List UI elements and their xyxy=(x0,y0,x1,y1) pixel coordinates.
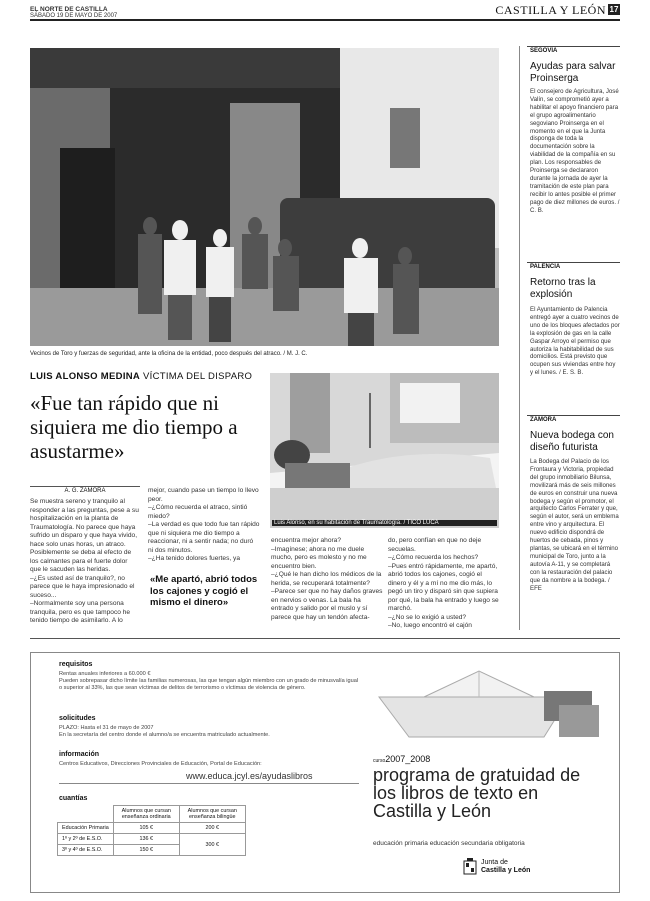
sidebar-divider xyxy=(519,46,520,630)
course-label xyxy=(373,754,430,764)
article-column-2: mejor, cuando pase un tiempo lo llevo peor. –¿Cómo recuerda el atraco, sintió miedo? –La verdad es que todo fue tan rápido que ni siquiera me dio tiempo a reaccionar, ni a sentir nada; no duró ni dos minutos. –¿Ha tenido dolores fuertes, ya xyxy=(148,487,260,562)
junta-line-2: Castilla y León xyxy=(481,867,531,874)
informacion-text: Centros Educativos, Direcciones Provinciales de Educación, Portal de Educación: xyxy=(59,761,262,767)
sidebar-text-segovia: El consejero de Agricultura, José Valín, se comprometió ayer a habilitar el apoyo financiero para el grupo agroalimentario segoviano Proinserga en el momento en el que la Junta disponga de toda la documentación sobre la viabilidad de la compañía en su plan. Los responsables de Proinserga se declararon durante la jornada de ayer la tramitación de este plan para recibir lo antes posible el primer pago de diez millones de euros. xyxy=(530,88,619,206)
sidebar-headline-zamora: Nueva bodega con diseño futurista xyxy=(530,430,614,453)
sidebar-headline-palencia: Retorno tras la explosión xyxy=(530,277,596,300)
bank-scene-image xyxy=(30,48,499,346)
program-title: programa de gratuidad de los libros de texto en Castilla y León xyxy=(373,765,581,821)
hospital-caption-credit: / TICO LUCA xyxy=(403,520,439,526)
advertisement xyxy=(30,652,620,893)
issue-date: SÁBADO 19 DE MAYO DE 2007 xyxy=(30,13,118,19)
sidebar-credit-segovia: / C. B. xyxy=(530,198,620,214)
caption-text: Vecinos de Toro y fuerzas de seguridad, ante la oficina de la entidad, poco después del atraco. xyxy=(30,351,282,357)
pull-quote: «Me apartó, abrió todos los cajones y cogió el mismo el dinero» xyxy=(150,574,258,608)
hospital-room-image xyxy=(270,373,499,528)
table-header-row xyxy=(58,806,246,823)
table-cell: 136 € xyxy=(113,834,179,845)
sidebar-tag-zamora: ZAMORA xyxy=(530,417,557,423)
table-row xyxy=(58,834,246,845)
table-cell: 105 € xyxy=(113,823,179,834)
page-bottom-rule xyxy=(30,638,620,639)
article-headline: «Fue tan rápido que ni siquiera me dio tiempo a asustarme» xyxy=(30,391,238,463)
sidebar-text-zamora: La Bodega del Palacio de los Frontaura y Victoria, propiedad del grupo inmobiliario Bilunsa, movilizará más de seis millones de euros en construir una nueva bodega y según el promotor, el arquitecto Carlos Ferrater y que, según el autor, será un emblema entre vino y arquitectura. El nuevo edificio dispondrá de huertos de cebada, pinos y plantas, se ubicará en el término municipal de Toro, junto a la autovía A-11, y se completará con la restauración del palacio que da nombre a la bodega. xyxy=(530,458,619,584)
sidebar-rule-2 xyxy=(527,262,620,263)
requisitos-label: requisitos xyxy=(59,661,93,668)
table-cell: 150 € xyxy=(113,845,179,856)
sidebar-body-segovia xyxy=(530,88,620,215)
solicitudes-text: PLAZO: Hasta el 31 de mayo de 2007 En la secretaría del centro donde el alumno/a se encuentra matriculado actualmente. xyxy=(59,725,270,738)
sidebar-body-zamora xyxy=(530,458,620,592)
sidebar-body-palencia xyxy=(530,306,620,377)
table-cell: 1º y 2º de E.S.O. xyxy=(58,834,114,845)
masthead xyxy=(30,6,117,20)
table-row xyxy=(58,823,246,834)
kicker-role: VÍCTIMA DEL DISPARO xyxy=(143,371,253,382)
table-cell: 3º y 4º de E.S.O. xyxy=(58,845,114,856)
table-header xyxy=(58,806,114,823)
page-number: 17 xyxy=(609,5,619,14)
caption-credit: / M. J. C. xyxy=(283,351,308,357)
junta-line-1: Junta de xyxy=(481,859,508,866)
url-link[interactable]: www.educa.jcyl.es/ayudaslibros xyxy=(186,771,313,781)
cuantias-table xyxy=(57,805,246,856)
article-kicker xyxy=(30,371,270,382)
hospital-caption-text: Luis Alonso, en su habitación de Traumatología. xyxy=(274,520,402,526)
kicker-name: LUIS ALONSO MEDINA xyxy=(30,371,141,382)
sidebar-tag-segovia: SEGOVIA xyxy=(530,48,558,54)
article-column-4: do, pero confían en que no deje secuelas. –¿Cómo recuerda los hechos? –Pues entró rápidamente, me apartó, abrió todos los cajones, cogió el dinero y él y a mí no me dio más, lo pegó un tiro y disparó sin que supiera por qué, la bala ha entrado y luego se marchó. –¿No se lo exigió a usted? –No, luego encontró el cajón xyxy=(388,537,499,629)
sidebar-headline-segovia: Ayudas para salvar Proinserga xyxy=(530,61,616,84)
course-prefix: curso xyxy=(373,758,386,764)
paper-boat-illustration xyxy=(369,667,599,757)
table-header: Alumnos que cursan enseñanza ordinaria xyxy=(113,806,179,823)
table-cell: Educación Primaria xyxy=(58,823,114,834)
table-cell: 200 € xyxy=(179,823,245,834)
byline: A. G. ZAMORA xyxy=(64,488,106,494)
program-subtitle: educación primaria educación secundaria obligatoria xyxy=(373,840,525,847)
sidebar-rule-3 xyxy=(527,415,620,416)
hospital-photo-caption xyxy=(272,520,497,526)
sidebar-text-palencia: El Ayuntamiento de Palencia entregó ayer a cuatro vecinos de uno de los bloques afectados por la explosión de gas en la calle Gaspar Arroyo el permiso que autoriza la habitabilidad de sus domicilios. Está previsto que ocupen sus viviendas entre hoy y el lunes. xyxy=(530,306,620,377)
cuantias-label: cuantías xyxy=(59,795,88,802)
requisitos-text: Rentas anuales inferiores a 60.000 € Pueden sobrepasar dicho límite las familias numerosas, las que tengan algún miembro con un grado de minusvalía igual o superior al 33%, las que sean víctimas de delitos de terrorismo o víctimas de violencia de género. xyxy=(59,671,359,691)
info-rule xyxy=(59,783,359,784)
article-column-1: Se muestra sereno y tranquilo al responder a las preguntas, pese a su hospitalización en la planta de Traumatología. No parece que haya sufrido un disparo y que haya vivido, hace solo unas horas, un atraco. Posiblemente se deba al efecto de los calmantes para el fuerte dolor que le sacuden las heridas. –¿Es usted así de tranquilo?, no parece que le haya impresionado el suceso... –Normalmente soy una persona tranquila, pero es que tampoco he tenido tiempo de asimilarlo. A lo xyxy=(30,498,139,624)
article-column-3: encuentra mejor ahora? –Imagínese; ahora no me duele mucho, pero es molesto y no me encuentro bien. –¿Qué le han dicho los médicos de la herida, se recuperará totalmente? –Parece ser que no hay daños graves en nervios o venas. La bala ha entrado y salido por el muslo y sí parece que hay un tendón afecta- xyxy=(271,537,383,621)
sidebar-credit-palencia: / E. S. B. xyxy=(559,369,584,377)
section-title: CASTILLA Y LEÓN xyxy=(495,3,606,17)
sidebar-rule-1 xyxy=(527,46,620,47)
informacion-label: información xyxy=(59,751,100,758)
table-header: Alumnos que cursan enseñanza bilingüe xyxy=(179,806,245,823)
publication-name: EL NORTE DE CASTILLA xyxy=(30,6,108,13)
main-photo-caption xyxy=(30,351,499,357)
hospital-photo xyxy=(270,373,499,528)
junta-logo-text xyxy=(481,859,530,875)
sidebar-credit-zamora: / EFE xyxy=(530,576,610,592)
course-year: 2007_2008 xyxy=(385,754,431,764)
main-photo xyxy=(30,48,499,346)
junta-crest-icon xyxy=(463,858,477,876)
sidebar-tag-palencia: PALENCIA xyxy=(530,264,561,270)
byline-rule xyxy=(30,486,140,487)
solicitudes-label: solicitudes xyxy=(59,715,96,722)
table-cell: 300 € xyxy=(179,834,245,856)
top-rule xyxy=(30,19,620,21)
